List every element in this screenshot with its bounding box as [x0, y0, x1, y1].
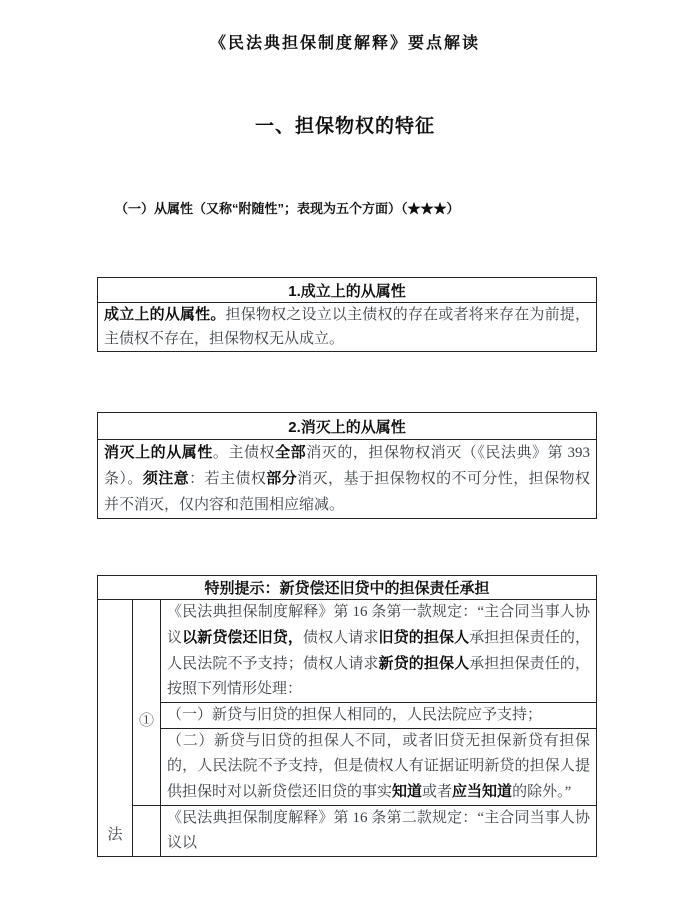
chapter-heading: 一、担保物权的特征: [254, 116, 435, 137]
bold-text-segment: 新贷的担保人: [378, 655, 470, 672]
bold-text-segment: 知道: [392, 783, 423, 800]
bold-text-segment: 消灭上的从属性: [104, 444, 213, 461]
table-row: [98, 600, 597, 703]
table-extinction-subordination: [97, 412, 597, 519]
bold-text-segment: 须注意: [142, 470, 190, 487]
text-segment: 消灭的，担保物权消灭（《民法典》第 393 条）。: [104, 445, 590, 487]
bold-text-segment: 成立上的从属性。: [104, 306, 226, 323]
text-segment: （一）新贷与旧贷的担保人相同的，人民法院应予支持；: [167, 707, 543, 723]
text-segment: ：若主债权: [189, 471, 267, 487]
table2-body: [98, 440, 597, 519]
table-row: [98, 729, 597, 806]
table-row: [98, 703, 597, 729]
text-segment: 《民法典担保制度解释》第 16 条第一款规定：“主合同当事人协议: [167, 604, 590, 646]
table1-header: 1.成立上的从属性: [98, 278, 597, 303]
text-segment: 担保物权之设立以主债权的存在或者将来存在为前提，主债权不存在，担保物权无从成立。: [104, 307, 590, 347]
text-segment: 承担担保责任的，人民法院不予支持；债权人请求: [167, 630, 590, 672]
table3-circled-number-cell: [133, 600, 161, 806]
table-row: [98, 303, 597, 352]
table-row: [98, 413, 597, 440]
table-row: [98, 806, 597, 857]
table3-side-label: 法: [98, 600, 133, 857]
subsection-heading: （一）从属性（又称“附随性”；表现为五个方面）（★★★）: [115, 201, 460, 216]
table3-row-4-text: [161, 806, 597, 857]
table3-row-3-text: [161, 729, 597, 806]
text-segment: 承担担保责任的，按照下列情形处理：: [167, 656, 590, 697]
table1-body: [98, 303, 597, 352]
bold-text-segment: 应当知道: [452, 783, 513, 800]
bold-text-segment: 全部: [275, 444, 307, 461]
text-segment: 债权人请求: [302, 630, 379, 646]
table3-empty-cell: [133, 806, 161, 857]
bold-text-segment: 旧贷的担保人: [378, 629, 470, 646]
table-row: [98, 278, 597, 303]
table3-header: 特别提示：新贷偿还旧贷中的担保责任承担: [98, 576, 597, 600]
document-title: 《民法典担保制度解释》要点解读: [209, 35, 480, 52]
table-special-note-loan-guarantee: [97, 575, 597, 857]
text-segment: 的除外。”: [512, 784, 572, 800]
table2-header: 2.消灭上的从属性: [98, 413, 597, 440]
text-segment: （二）新贷与旧贷的担保人不同，或者旧贷无担保新贷有担保的，人民法院不予支持，但是债权人有证据证明新贷的担保人提供担保时对以新贷偿还旧贷的事实: [167, 733, 590, 800]
table3-row-2-text: [161, 703, 597, 729]
text-segment: 或者: [422, 784, 453, 800]
table-row: [98, 440, 597, 519]
text-segment: 。主债权: [212, 445, 276, 461]
table3-row-1-text: [161, 600, 597, 703]
table-establishment-subordination: [97, 277, 597, 352]
text-segment: 《民法典担保制度解释》第 16 条第二款规定：“主合同当事人协议以: [167, 810, 590, 851]
bold-text-segment: 以新贷偿还旧贷，: [182, 629, 303, 646]
table-row: [98, 576, 597, 600]
text-segment: 消灭，基于担保物权的不可分性，担保物权并不消灭，仅内容和范围相应缩减。: [104, 471, 590, 513]
bold-text-segment: 部分: [266, 470, 298, 487]
circled-one-marker: ①: [138, 713, 154, 729]
